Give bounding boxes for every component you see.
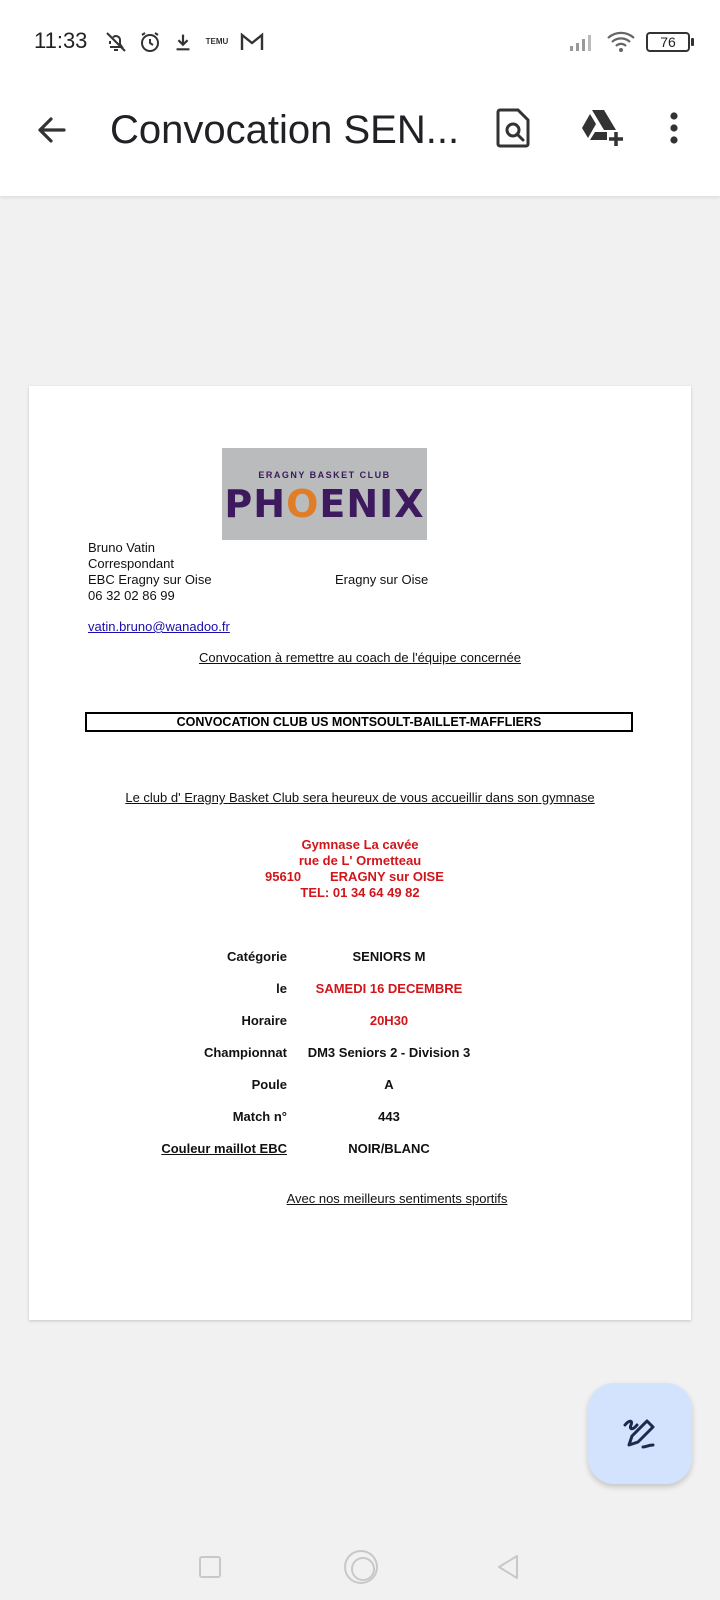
detail-value: DM3 Seniors 2 - Division 3 [307, 1045, 471, 1060]
battery-indicator: 76 [646, 32, 690, 52]
club-logo: ERAGNY BASKET CLUB PHOENIX [222, 448, 427, 540]
file-search-icon [492, 106, 536, 150]
home-button[interactable] [344, 1550, 378, 1584]
status-bar [0, 0, 720, 86]
sender-phone: 06 32 02 86 99 [88, 588, 175, 603]
instruction-text: Convocation à remettre au coach de l'équipe concernée [199, 650, 521, 665]
arrow-left-icon [30, 108, 74, 152]
convocation-title: CONVOCATION CLUB US MONTSOULT-BAILLET-MAFFLIERS [85, 712, 633, 732]
detail-value: 20H30 [369, 1013, 409, 1028]
download-icon [172, 31, 194, 53]
alarm-icon [138, 30, 162, 54]
edit-fab-button[interactable] [588, 1383, 692, 1484]
status-time: 11:33 [34, 28, 88, 53]
edit-pen-icon [621, 1415, 659, 1453]
status-notification-icons [104, 29, 264, 55]
document-title: Convocation SEN... [110, 108, 460, 152]
search-in-document-button[interactable] [492, 106, 536, 150]
recents-button[interactable] [199, 1556, 221, 1578]
sender-city: Eragny sur Oise [335, 572, 429, 587]
nav-back-icon[interactable] [496, 1554, 520, 1580]
detail-label: le [276, 981, 287, 996]
closing-text: Avec nos meilleurs sentiments sportifs [286, 1191, 508, 1206]
sender-name: Bruno Vatin [88, 540, 155, 555]
detail-label: Poule [251, 1077, 287, 1092]
gym-name: Gymnase La cavée [301, 837, 419, 852]
detail-value: A [384, 1077, 394, 1092]
detail-value: NOIR/BLANC [348, 1141, 430, 1156]
wifi-icon [606, 31, 636, 53]
gym-postcode: 95610 [265, 869, 302, 884]
gmail-icon [240, 32, 264, 52]
welcome-text: Le club d' Eragny Basket Club sera heureux de vous accueillir dans son gymnase [125, 790, 595, 805]
app-bar [0, 86, 720, 196]
sender-email-link[interactable]: vatin.bruno@wanadoo.fr [88, 619, 230, 634]
detail-label: Championnat [203, 1045, 287, 1060]
detail-value: SAMEDI 16 DECEMBRE [315, 981, 463, 996]
gym-phone: TEL: 01 34 64 49 82 [300, 885, 420, 900]
bell-off-icon [104, 30, 128, 54]
temu-badge: TEMU [205, 37, 229, 46]
more-vert-icon [652, 106, 696, 150]
sender-club: EBC Eragny sur Oise [88, 572, 212, 587]
gym-city: ERAGNY sur OISE [330, 869, 444, 884]
detail-label: Couleur maillot EBC [161, 1141, 287, 1156]
more-options-button[interactable] [652, 106, 696, 150]
detail-label: Horaire [241, 1013, 287, 1028]
document-page[interactable] [29, 386, 691, 1320]
detail-label: Match n° [232, 1109, 287, 1124]
detail-value: 443 [378, 1109, 400, 1124]
detail-value: SENIORS M [352, 949, 426, 964]
sender-role: Correspondant [88, 556, 174, 571]
drive-add-icon [578, 106, 624, 150]
gym-street: rue de L' Ormetteau [298, 853, 422, 868]
status-system-icons [568, 30, 690, 54]
add-to-drive-button[interactable] [578, 106, 622, 150]
detail-label: Catégorie [227, 949, 287, 964]
system-navigation-bar [0, 1520, 720, 1600]
back-button[interactable] [30, 108, 74, 152]
signal-icon [568, 32, 596, 52]
